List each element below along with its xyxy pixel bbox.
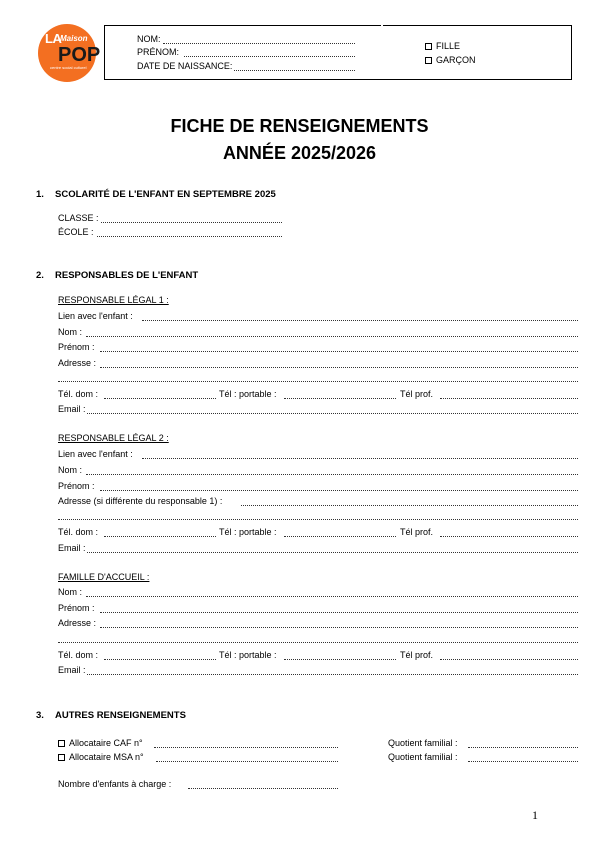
nom-label: NOM:: [137, 34, 161, 44]
logo-tagline: centre social culturel: [50, 65, 87, 70]
accueil-telport-field[interactable]: [284, 659, 396, 660]
legal1-lien-label: Lien avec l'enfant :: [58, 311, 133, 321]
accueil-nom-label: Nom :: [58, 587, 83, 597]
garcon-checkbox[interactable]: [425, 57, 432, 64]
garcon-label: GARÇON: [436, 55, 476, 65]
form-year: ANNÉE 2025/2026: [222, 143, 377, 163]
accueil-adresse-label: Adresse :: [58, 618, 97, 628]
caf-option[interactable]: [58, 738, 143, 749]
legal2-telprof-field[interactable]: [440, 536, 578, 537]
legal1-adresse-field-2[interactable]: [58, 381, 578, 382]
logo-maison-text: Maison: [60, 34, 88, 43]
msa-number-field[interactable]: [156, 761, 338, 762]
legal1-teldom-label: Tél. dom :: [58, 389, 99, 399]
legal1-telport-label: Tél : portable :: [219, 389, 277, 399]
accueil-adresse-field[interactable]: [100, 627, 578, 628]
legal2-adresse-field[interactable]: [241, 505, 578, 506]
accueil-prenom-field[interactable]: [100, 612, 578, 613]
page-number: 1: [532, 808, 538, 822]
ecole-field[interactable]: [97, 236, 282, 237]
caf-number-field[interactable]: [154, 747, 338, 748]
msa-checkbox[interactable]: [58, 754, 65, 761]
legal2-teldom-label: Tél. dom :: [58, 527, 99, 537]
legal1-email-field[interactable]: [87, 413, 578, 414]
enfants-field[interactable]: [188, 788, 338, 789]
fille-checkbox[interactable]: [425, 43, 432, 50]
accueil-telport-label: Tél : portable :: [219, 650, 277, 660]
legal2-lien-field[interactable]: [142, 458, 578, 459]
legal1-title: RESPONSABLE LÉGAL 1 :: [58, 295, 169, 305]
garcon-option[interactable]: [425, 55, 476, 66]
legal1-telport-field[interactable]: [284, 398, 396, 399]
section1-number: 1.: [36, 189, 44, 200]
section3-number: 3.: [36, 710, 44, 721]
maison-pop-logo: [38, 24, 101, 82]
quotient1-label: Quotient familial :: [388, 738, 458, 748]
legal2-prenom-label: Prénom :: [58, 481, 95, 491]
msa-label: Allocataire MSA n°: [69, 752, 144, 762]
naissance-label: DATE DE NAISSANCE:: [137, 61, 233, 71]
nom-field[interactable]: [163, 43, 355, 44]
accueil-telprof-label: Tél prof.: [400, 650, 434, 660]
legal1-prenom-label: Prénom :: [58, 342, 95, 352]
ecole-label: ÉCOLE :: [58, 227, 94, 237]
legal1-prenom-field[interactable]: [100, 351, 578, 352]
fille-option[interactable]: [425, 41, 460, 52]
section1-heading: SCOLARITÉ DE L'ENFANT EN SEPTEMBRE 2025: [55, 189, 276, 200]
quotient2-field[interactable]: [468, 761, 578, 762]
accueil-prenom-label: Prénom :: [58, 603, 95, 613]
quotient2-label: Quotient familial :: [388, 752, 458, 762]
legal2-telport-label: Tél : portable :: [219, 527, 277, 537]
naissance-field[interactable]: [234, 70, 355, 71]
section2-number: 2.: [36, 270, 44, 281]
caf-checkbox[interactable]: [58, 740, 65, 747]
legal2-telprof-label: Tél prof.: [400, 527, 434, 537]
legal1-email-label: Email :: [58, 404, 86, 414]
accueil-teldom-label: Tél. dom :: [58, 650, 99, 660]
section3-heading: AUTRES RENSEIGNEMENTS: [55, 710, 186, 721]
logo-la-text: LA: [45, 31, 62, 46]
legal2-nom-field[interactable]: [86, 474, 578, 475]
fille-label: FILLE: [436, 41, 461, 51]
legal1-nom-label: Nom :: [58, 327, 83, 337]
classe-label: CLASSE :: [58, 213, 99, 223]
prenom-field[interactable]: [184, 56, 355, 57]
accueil-email-label: Email :: [58, 665, 86, 675]
accueil-email-field[interactable]: [87, 674, 578, 675]
legal1-adresse-label: Adresse :: [58, 358, 97, 368]
section2-heading: RESPONSABLES DE L'ENFANT: [55, 270, 199, 281]
accueil-adresse-field-2[interactable]: [58, 642, 578, 643]
legal2-telport-field[interactable]: [284, 536, 396, 537]
legal1-telprof-field[interactable]: [440, 398, 578, 399]
legal1-telprof-label: Tél prof.: [400, 389, 434, 399]
accueil-nom-field[interactable]: [86, 596, 578, 597]
legal2-email-field[interactable]: [87, 552, 578, 553]
prenom-label: PRÉNOM:: [137, 47, 180, 57]
legal2-prenom-field[interactable]: [100, 490, 578, 491]
accueil-telprof-field[interactable]: [440, 659, 578, 660]
classe-field[interactable]: [101, 222, 282, 223]
legal2-nom-label: Nom :: [58, 465, 83, 475]
legal1-lien-field[interactable]: [142, 320, 578, 321]
caf-label: Allocataire CAF n°: [69, 738, 143, 748]
legal1-adresse-field[interactable]: [100, 367, 578, 368]
form-title: FICHE DE RENSEIGNEMENTS: [170, 116, 429, 136]
legal2-lien-label: Lien avec l'enfant :: [58, 449, 133, 459]
legal1-teldom-field[interactable]: [104, 398, 216, 399]
legal2-email-label: Email :: [58, 543, 86, 553]
msa-option[interactable]: [58, 752, 144, 763]
legal1-nom-field[interactable]: [86, 336, 578, 337]
logo-pop-text: POP: [58, 44, 101, 66]
accueil-teldom-field[interactable]: [104, 659, 216, 660]
legal2-adresse-label: Adresse (si différente du responsable 1) :: [58, 496, 223, 506]
legal2-teldom-field[interactable]: [104, 536, 216, 537]
enfants-label: Nombre d'enfants à charge :: [58, 779, 172, 789]
legal2-title: RESPONSABLE LÉGAL 2 :: [58, 433, 169, 443]
quotient1-field[interactable]: [468, 747, 578, 748]
box-gap: [381, 25, 383, 27]
accueil-title: FAMILLE D'ACCUEIL :: [58, 572, 150, 582]
legal2-adresse-field-2[interactable]: [58, 519, 578, 520]
